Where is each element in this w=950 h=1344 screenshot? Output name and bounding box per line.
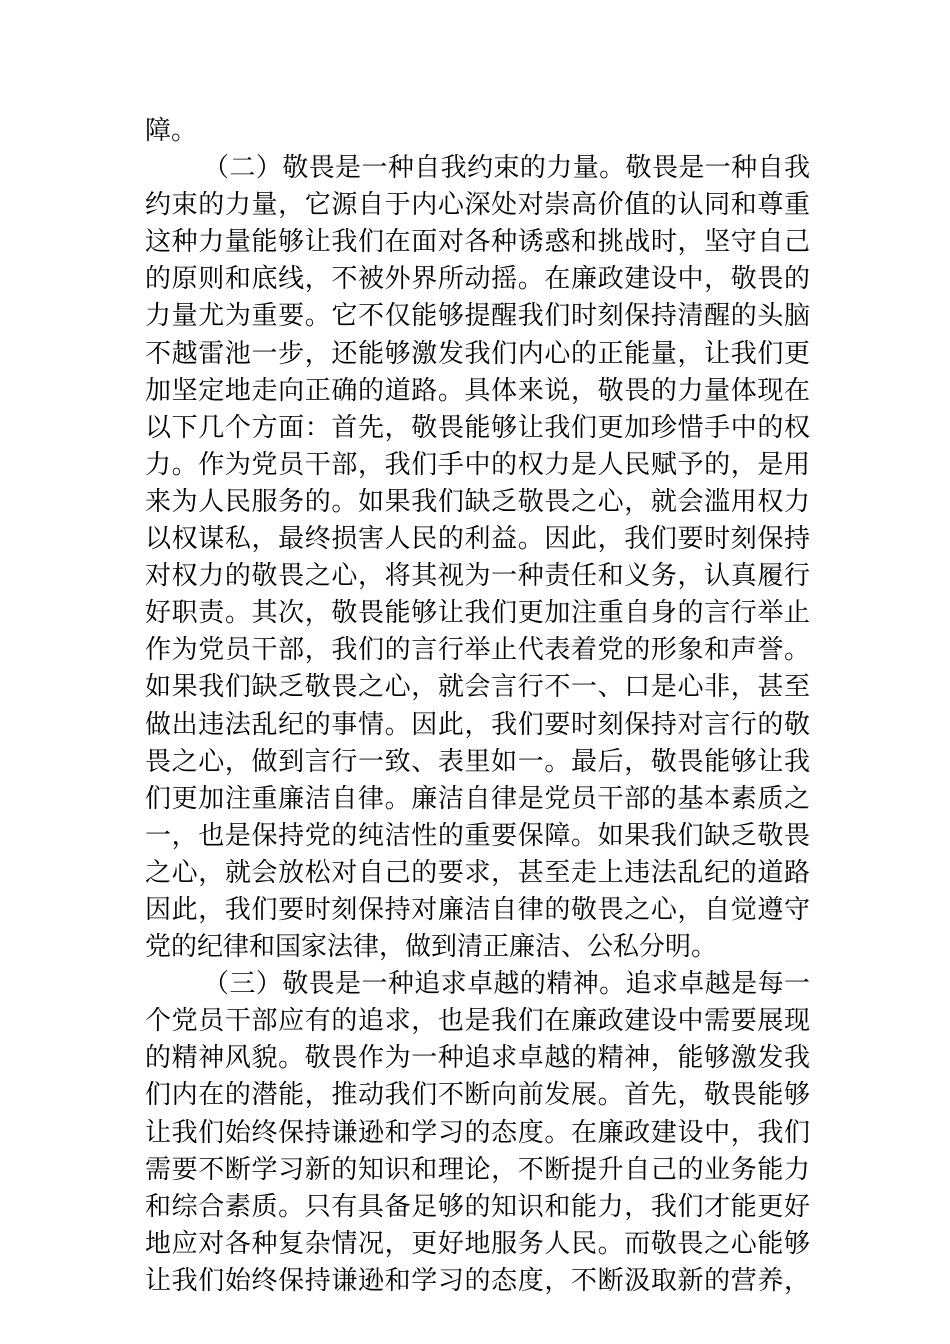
text-line: 这种力量能够让我们在面对各种诱惑和挑战时，坚守自己 bbox=[145, 227, 810, 258]
text-line: 的精神风貌。敬畏作为一种追求卓越的精神，能够激发我 bbox=[145, 1043, 810, 1074]
text-line: 加坚定地走向正确的道路。具体来说，敬畏的力量体现在 bbox=[145, 375, 810, 406]
text-line: 党的纪律和国家法律，做到清正廉洁、公私分明。 bbox=[145, 932, 718, 963]
text-line: 们内在的潜能，推动我们不断向前发展。首先，敬畏能够 bbox=[145, 1080, 810, 1111]
text-line: 对权力的敬畏之心，将其视为一种责任和义务，认真履行 bbox=[145, 561, 810, 592]
text-line: 约束的力量，它源自于内心深处对崇高价值的认同和尊重 bbox=[145, 190, 810, 221]
text-line: 让我们始终保持谦逊和学习的态度，不断汲取新的营养， bbox=[145, 1265, 810, 1296]
text-line: 因此，我们要时刻保持对廉洁自律的敬畏之心，自觉遵守 bbox=[145, 894, 810, 925]
text-line: 力。作为党员干部，我们手中的权力是人民赋予的，是用 bbox=[145, 449, 810, 480]
text-line: 作为党员干部，我们的言行举止代表着党的形象和声誉。 bbox=[145, 635, 810, 666]
text-line: 们更加注重廉洁自律。廉洁自律是党员干部的基本素质之 bbox=[145, 783, 810, 814]
text-line: 好职责。其次，敬畏能够让我们更加注重自身的言行举止 bbox=[145, 598, 810, 629]
text-line: 不越雷池一步，还能够激发我们内心的正能量，让我们更 bbox=[145, 338, 810, 369]
text-line: 和综合素质。只有具备足够的知识和能力，我们才能更好 bbox=[145, 1191, 810, 1222]
text-line: 之心，就会放松对自己的要求，甚至走上违法乱纪的道路 bbox=[145, 857, 810, 888]
text-line: 力量尤为重要。它不仅能够提醒我们时刻保持清醒的头脑 bbox=[145, 301, 810, 332]
text-line: 畏之心，做到言行一致、表里如一。最后，敬畏能够让我 bbox=[145, 746, 810, 777]
text-line: 来为人民服务的。如果我们缺乏敬畏之心，就会滥用权力 bbox=[145, 486, 810, 517]
paragraph-first-line: （二）敬畏是一种自我约束的力量。敬畏是一种自我 bbox=[203, 153, 810, 184]
text-line: 的原则和底线，不被外界所动摇。在廉政建设中，敬畏的 bbox=[145, 264, 810, 295]
text-line: 地应对各种复杂情况，更好地服务人民。而敬畏之心能够 bbox=[145, 1228, 810, 1259]
text-line: 让我们始终保持谦逊和学习的态度。在廉政建设中，我们 bbox=[145, 1117, 810, 1148]
text-line: 一，也是保持党的纯洁性的重要保障。如果我们缺乏敬畏 bbox=[145, 820, 810, 851]
text-line: 如果我们缺乏敬畏之心，就会言行不一、口是心非，甚至 bbox=[145, 672, 810, 703]
text-line: 需要不断学习新的知识和理论，不断提升自己的业务能力 bbox=[145, 1154, 810, 1185]
body-text bbox=[145, 113, 810, 1300]
text-line: 以权谋私，最终损害人民的利益。因此，我们要时刻保持 bbox=[145, 524, 810, 555]
text-line: 做出违法乱纪的事情。因此，我们要时刻保持对言行的敬 bbox=[145, 709, 810, 740]
paragraph-first-line: （三）敬畏是一种追求卓越的精神。追求卓越是每一 bbox=[203, 969, 810, 1000]
text-line: 个党员干部应有的追求，也是我们在廉政建设中需要展现 bbox=[145, 1006, 810, 1037]
text-line: 障。 bbox=[145, 116, 198, 146]
text-line: 以下几个方面：首先，敬畏能够让我们更加珍惜手中的权 bbox=[145, 412, 810, 443]
